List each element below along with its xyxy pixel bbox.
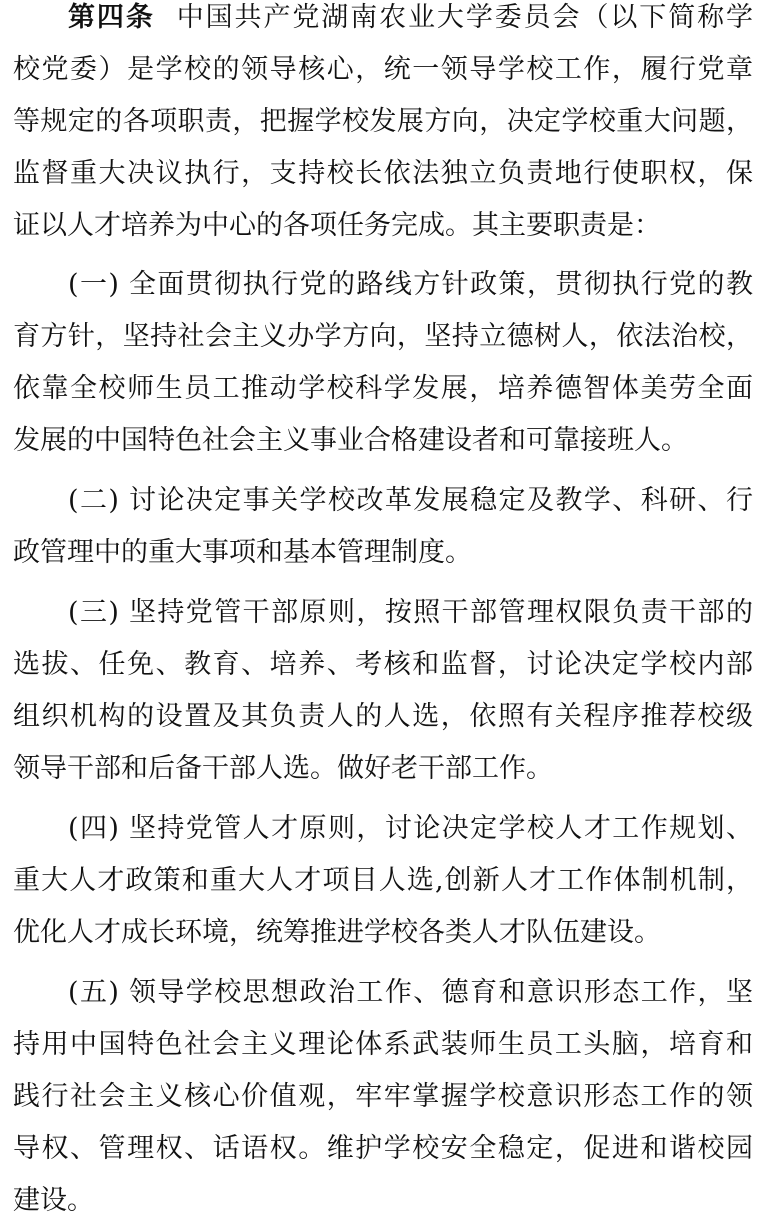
article-text-line: 监督重大决议执行，支持校长依法独立负责地行使职权，保 [13, 158, 753, 189]
item-1-line: 发展的中国特色社会主义事业合格建设者和可靠接班人。 [13, 425, 688, 456]
item-5-line: 导权、管理权、话语权。维护学校安全稳定，促进和谐校园 [13, 1133, 753, 1164]
item-3-line: 领导干部和后备干部人选。做好老干部工作。 [13, 753, 553, 784]
item-2-line: 政管理中的重大事项和基本管理制度。 [13, 537, 472, 568]
item-4-line: 重大人才政策和重大人才项目人选,创新人才工作体制机制， [13, 865, 753, 896]
item-4-line: 优化人才成长环境，统筹推进学校各类人才队伍建设。 [13, 917, 661, 948]
item-5-line: 践行社会主义核心价值观，牢牢掌握学校意识形态工作的领 [13, 1081, 753, 1112]
article-text-line: 等规定的各项职责，把握学校发展方向，决定学校重大问题， [13, 106, 753, 137]
item-3-line: (三) 坚持党管干部原则，按照干部管理权限负责干部的 [68, 597, 753, 628]
item-5-line: 建设。 [13, 1185, 94, 1216]
item-3-line: 组织机构的设置及其负责人的人选，依照有关程序推荐校级 [13, 701, 753, 732]
item-4-line: (四) 坚持党管人才原则，讨论决定学校人才工作规划、 [68, 813, 753, 844]
article-text-line: 证以人才培养为中心的各项任务完成。其主要职责是： [13, 210, 661, 241]
item-1-line: 育方针，坚持社会主义办学方向，坚持立德树人，依法治校， [13, 321, 753, 352]
item-3-line: 选拔、任免、教育、培养、考核和监督，讨论决定学校内部 [13, 649, 753, 680]
item-1-line: (一) 全面贯彻执行党的路线方针政策，贯彻执行党的教 [68, 269, 753, 300]
article-first-line [68, 0, 753, 41]
item-5-line: 持用中国特色社会主义理论体系武装师生员工头脑，培育和 [13, 1029, 753, 1060]
article-text-line: 中国共产党湖南农业大学委员会（以下简称学 [176, 2, 754, 33]
article-heading: 第四条 [68, 2, 155, 33]
item-1-line: 依靠全校师生员工推动学校科学发展，培养德智体美劳全面 [13, 373, 753, 404]
article-text-line: 校党委）是学校的领导核心，统一领导学校工作，履行党章 [13, 54, 753, 85]
item-2-line: (二) 讨论决定事关学校改革发展稳定及教学、科研、行 [68, 485, 753, 516]
item-5-line: (五) 领导学校思想政治工作、德育和意识形态工作，坚 [68, 977, 753, 1008]
